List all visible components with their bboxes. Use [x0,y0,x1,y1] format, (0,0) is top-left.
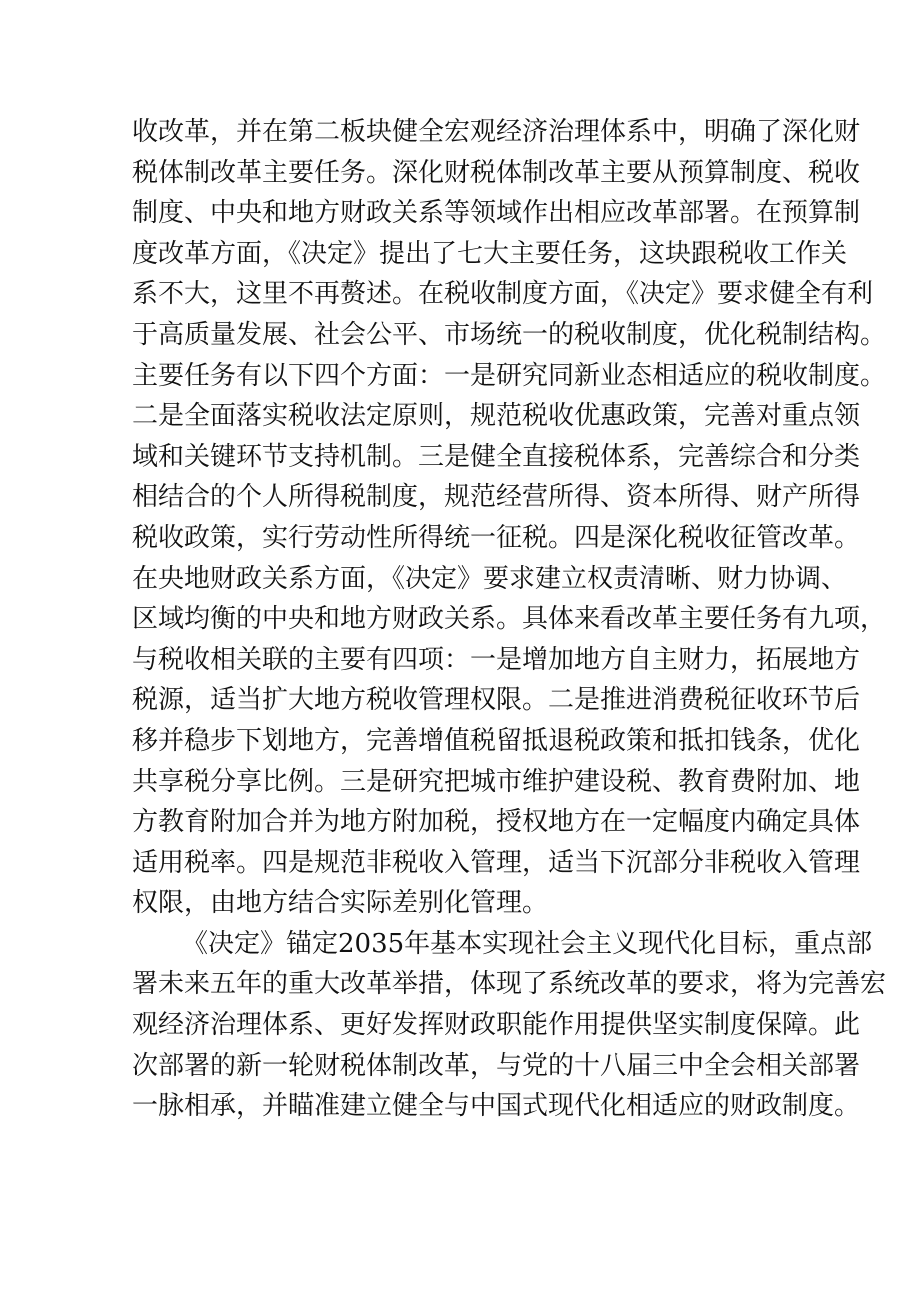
text-line: 税收政策，实行劳动性所得统一征税。四是深化税收征管改革。 [132,522,861,553]
text-line: 税体制改革主要任务。深化财税体制改革主要从预算制度、税收 [132,157,861,188]
text-line: 适用税率。四是规范非税收入管理，适当下沉部分非税收入管理 [132,847,861,878]
text-line: 方教育附加合并为地方附加税，授权地方在一定幅度内确定具体 [132,807,861,838]
paragraph-first-line: 《决定》锚定2035年基本实现社会主义现代化目标，重点部 [182,928,873,959]
text-line: 制度、中央和地方财政关系等领域作出相应改革部署。在预算制 [132,198,861,229]
text-line: 收改革，并在第二板块健全宏观经济治理体系中，明确了深化财 [132,117,861,147]
text-line: 二是全面落实税收法定原则，规范税收优惠政策，完善对重点领 [132,401,861,432]
text-line: 系不大，这里不再赘述。在税收制度方面，《决定》要求健全有利 [132,279,874,310]
text-line: 税源，适当扩大地方税收管理权限。二是推进消费税征收环节后 [132,685,861,716]
text-line: 署未来五年的重大改革举措，体现了系统改革的要求，将为完善宏 [132,969,887,1000]
text-line: 相结合的个人所得税制度，规范经营所得、资本所得、财产所得 [132,482,861,513]
text-line: 观经济治理体系、更好发挥财政职能作用提供坚实制度保障。此 [132,1010,861,1041]
text-line: 主要任务有以下四个方面：一是研究同新业态相适应的税收制度。 [132,360,887,391]
text-line: 权限，由地方结合实际差别化管理。 [132,888,549,919]
text-line: 与税收相关联的主要有四项：一是增加地方自主财力，拓展地方 [132,644,861,675]
text-line: 共享税分享比例。三是研究把城市维护建设税、教育费附加、地 [132,766,861,797]
text-line: 次部署的新一轮财税体制改革，与党的十八届三中全会相关部署 [132,1050,861,1081]
text-line: 域和关键环节支持机制。三是健全直接税体系，完善综合和分类 [132,441,861,472]
text-line: 移并稳步下划地方，完善增值税留抵退税政策和抵扣钱条，优化 [132,725,861,756]
text-line: 一脉相承，并瞄准建立健全与中国式现代化相适应的财政制度。 [132,1091,861,1122]
body-text [132,112,887,1127]
text-line: 度改革方面，《决定》提出了七大主要任务，这块跟税收工作关 [132,238,848,269]
text-line: 于高质量发展、社会公平、市场统一的税收制度，优化税制结构。 [132,319,887,350]
text-line: 区域均衡的中央和地方财政关系。具体来看改革主要任务有九项， [132,604,887,635]
text-line: 在央地财政关系方面，《决定》要求建立权责清晰、财力协调、 [132,563,848,594]
